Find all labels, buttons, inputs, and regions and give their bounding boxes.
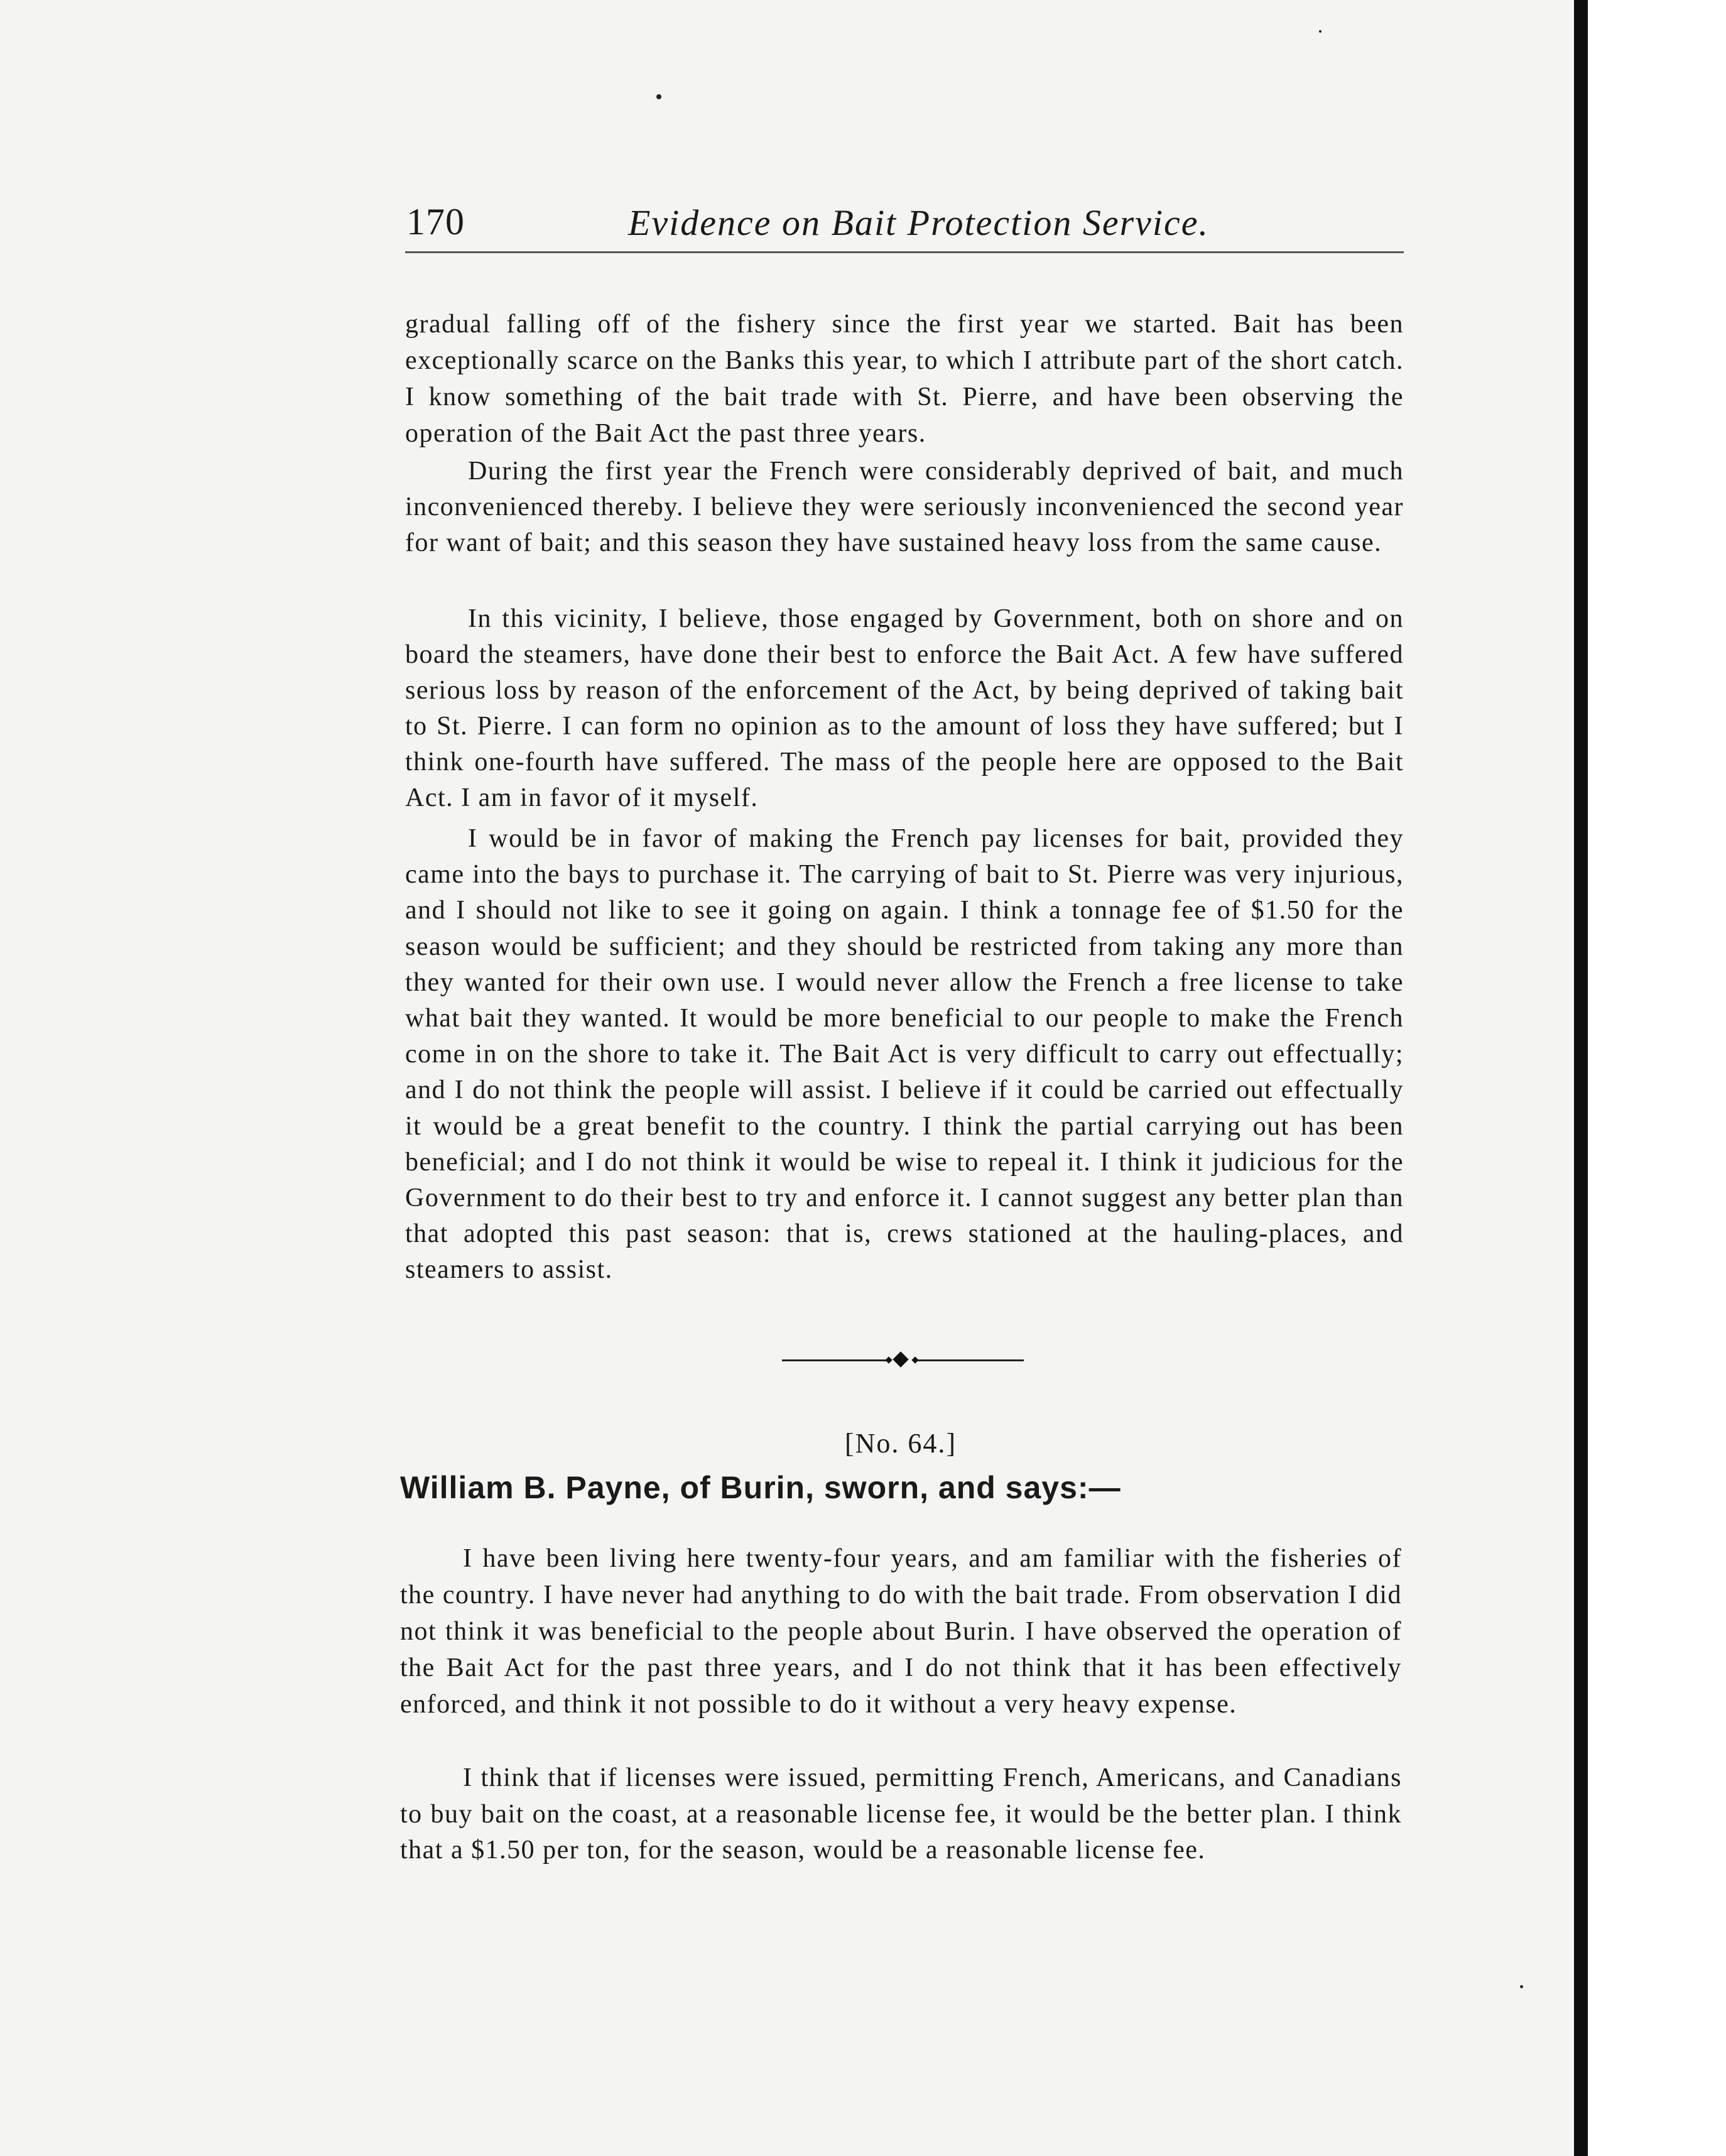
- divider-line-right: [917, 1359, 1024, 1361]
- facing-page-margin: [1588, 0, 1726, 2156]
- body-paragraph: In this vicinity, I believe, those engaged by Government, both on shore and on board the steamers, have done their best to enforce the Bait Act. A few have suffered serious loss by reason of the enforcement of the Act, by being deprived of taking bait to St. Pierre. I can form no opinion as to the amount of loss they have suffered; but I think one-fourth have suffered. The mass of the people here are opposed to the Bait Act. I am in favor of it myself.: [405, 604, 1404, 812]
- body-paragraph: During the first year the French were considerably deprived of bait, and much inconvenienced thereby. I believe they were seriously inconvenienced the second year for want of bait; and this season they have sustained heavy loss from the same cause.: [405, 457, 1404, 557]
- divider-dot-left: [885, 1356, 892, 1363]
- ink-speck: [1520, 1985, 1523, 1988]
- testimony-paragraph: I have been living here twenty-four years, and am familiar with the fisheries of the country. I have never had anything to do with the bait trade. From observation I did not think it was beneficial to the people about Burin. I have observed the operation of the Bait Act for the past three years, and I do not think that it has been effectively enforced, and think it not possible to do it without a very heavy expense.: [400, 1544, 1402, 1719]
- testimony-paragraph: I think that if licenses were issued, permitting French, Americans, and Canadians to buy bait on the coast, at a reasonable license fee, it would be the better plan. I think that a $1.50 per ton, for the season, would be a reasonable license fee.: [400, 1763, 1402, 1865]
- section-divider-ornament: [782, 1351, 1024, 1369]
- running-title: Evidence on Bait Protection Service.: [628, 202, 1210, 243]
- page-header: [405, 195, 1404, 253]
- body-paragraph-continued: gradual falling off of the fishery since the first year we started. Bait has been exceptionally scarce on the Banks this year, to which I attribute part of the short catch. I know something of the bait trade with St. Pierre, and have been observing the operation of the Bait Act the past three years.: [405, 310, 1404, 448]
- body-paragraph: I would be in favor of making the French pay licenses for bait, provided they came into the bays to purchase it. The carrying of bait to St. Pierre was very injurious, and I should not like to see it going on again. I think a tonnage fee of $1.50 for the season would be sufficient; and they should be restricted from taking any more than they wanted for their own use. I would never allow the French a free license to take what bait they wanted. It would be more beneficial to our people to make the French come in on the shore to take it. The Bait Act is very difficult to carry out effectually; and I do not think the people will assist. I believe if it could be carried out effectually it would be a great benefit to the country. I think the partial carrying out has been beneficial; and I do not think it would be wise to repeal it. I think it judicious for the Government to do their best to try and enforce it. I cannot suggest any better plan than that adopted this past season: that is, crews stationed at the hauling-places, and steamers to assist.: [405, 824, 1404, 1285]
- witness-heading: William B. Payne, of Burin, sworn, and says:—: [400, 1470, 1121, 1505]
- divider-line-left: [782, 1359, 889, 1361]
- page-edge-shadow: [1574, 0, 1588, 2156]
- page-number: 170: [406, 201, 465, 242]
- ink-speck: [1319, 30, 1322, 33]
- testimony-number: [No. 64.]: [845, 1428, 957, 1459]
- ink-speck: [656, 94, 661, 99]
- divider-diamond-icon: [893, 1351, 908, 1367]
